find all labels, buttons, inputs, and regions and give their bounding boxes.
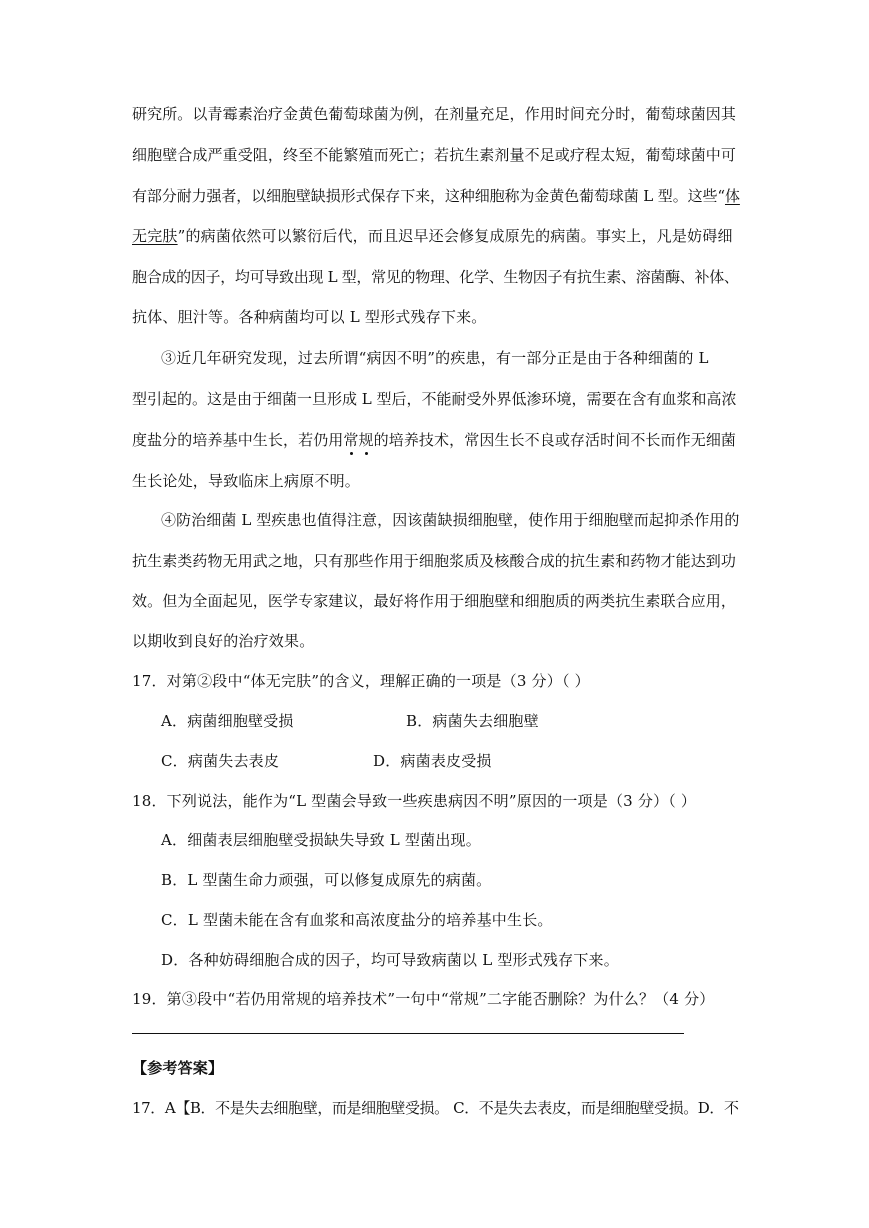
q18-option-c: C．L 型菌未能在含有血浆和高浓度盐分的培养基中生长。 xyxy=(161,911,553,929)
para2-line3 xyxy=(132,186,740,206)
q18-option-d: D．各种妨碍细胞合成的因子，均可导致病菌以 L 型形式残存下来。 xyxy=(161,951,619,969)
q17-option-d: D．病菌表皮受损 xyxy=(373,752,492,770)
emphasis-dot-char-2: 规 xyxy=(358,431,374,449)
q19-stem: 19．第③段中“若仍用常规的培养技术”一句中“常规”二字能否删除？为什么？（4 分） xyxy=(132,990,715,1008)
para2-line4-text: ”的病菌依然可以繁衍后代，而且迟早还会修复成原先的病菌。事实上，凡是妨碍细 xyxy=(177,227,733,245)
para3-line3-text-b: 的培养技术，常因生长不良或存活时间不长而作无细菌 xyxy=(373,431,737,449)
answer-17: 17．A【B．不是失去细胞壁，而是细胞壁受损。 C．不是失去表皮，而是细胞壁受损。D．不 xyxy=(132,1099,739,1117)
para2-line5: 胞合成的因子，均可导致出现 L 型，常见的物理、化学、生物因子有抗生素、溶菌酶、补体、 xyxy=(132,268,739,286)
para2-line3-text: 有部分耐力强者，以细胞壁缺损形式保存下来，这种细胞称为金黄色葡萄球菌 L 型。这些“ xyxy=(132,187,725,205)
q18-stem: 18．下列说法，能作为“L 型菌会导致一些疾患病因不明”原因的一项是（3 分）（ ） xyxy=(132,792,697,810)
para2-line2: 细胞壁合成严重受阻，终至不能繁殖而死亡；若抗生素剂量不足或疗程太短，葡萄球菌中可 xyxy=(132,146,737,164)
para4-line2: 抗生素类药物无用武之地，只有那些作用于细胞浆质及核酸合成的抗生素和药物才能达到功 xyxy=(132,552,737,570)
para2-line4 xyxy=(132,226,733,246)
answer-blank-line xyxy=(132,1033,684,1034)
para4-line4: 以期收到良好的治疗效果。 xyxy=(132,632,315,650)
q17-option-c: C．病菌失去表皮 xyxy=(161,752,280,770)
para3-line3 xyxy=(132,430,736,450)
para4-line1: ④防治细菌 L 型疾患也值得注意，因该菌缺损细胞壁，使作用于细胞壁而起抑杀作用的 xyxy=(161,511,740,529)
para3-line2: 型引起的。这是由于细菌一旦形成 L 型后，不能耐受外界低渗环境，需要在含有血浆和高浓 xyxy=(132,390,737,408)
para2-line6: 抗体、胆汁等。各种病菌均可以 L 型形式残存下来。 xyxy=(132,308,487,326)
answers-heading: 【参考答案】 xyxy=(132,1059,224,1077)
para2-line1: 研究所。以青霉素治疗金黄色葡萄球菌为例，在剂量充足，作用时间充分时，葡萄球菌因其 xyxy=(132,105,737,123)
para3-line3-text-a: 度盐分的培养基中生长，若仍用 xyxy=(132,431,344,449)
para3-line4: 生长论处，导致临床上病原不明。 xyxy=(132,472,361,490)
para3-line1: ③近几年研究发现，过去所谓“病因不明”的疾患，有一部分正是由于各种细菌的 L xyxy=(161,349,709,367)
q18-option-b: B．L 型菌生命力顽强，可以修复成原先的病菌。 xyxy=(161,871,492,889)
para4-line3: 效。但为全面起见，医学专家建议，最好将作用于细胞壁和细胞质的两类抗生素联合应用， xyxy=(132,592,737,610)
q17-option-a: A．病菌细胞壁受损 xyxy=(161,712,294,730)
underlined-term-part1: 体 xyxy=(724,187,740,205)
emphasis-dot-char-1: 常 xyxy=(343,431,359,449)
q18-option-a: A．细菌表层细胞壁受损缺失导致 L 型菌出现。 xyxy=(161,831,481,849)
q17-option-b: B．病菌失去细胞壁 xyxy=(406,712,539,730)
q17-stem: 17．对第②段中“体无完肤”的含义，理解正确的一项是（3 分）（ ） xyxy=(132,672,590,690)
underlined-term-part2: 无完肤 xyxy=(132,227,178,245)
